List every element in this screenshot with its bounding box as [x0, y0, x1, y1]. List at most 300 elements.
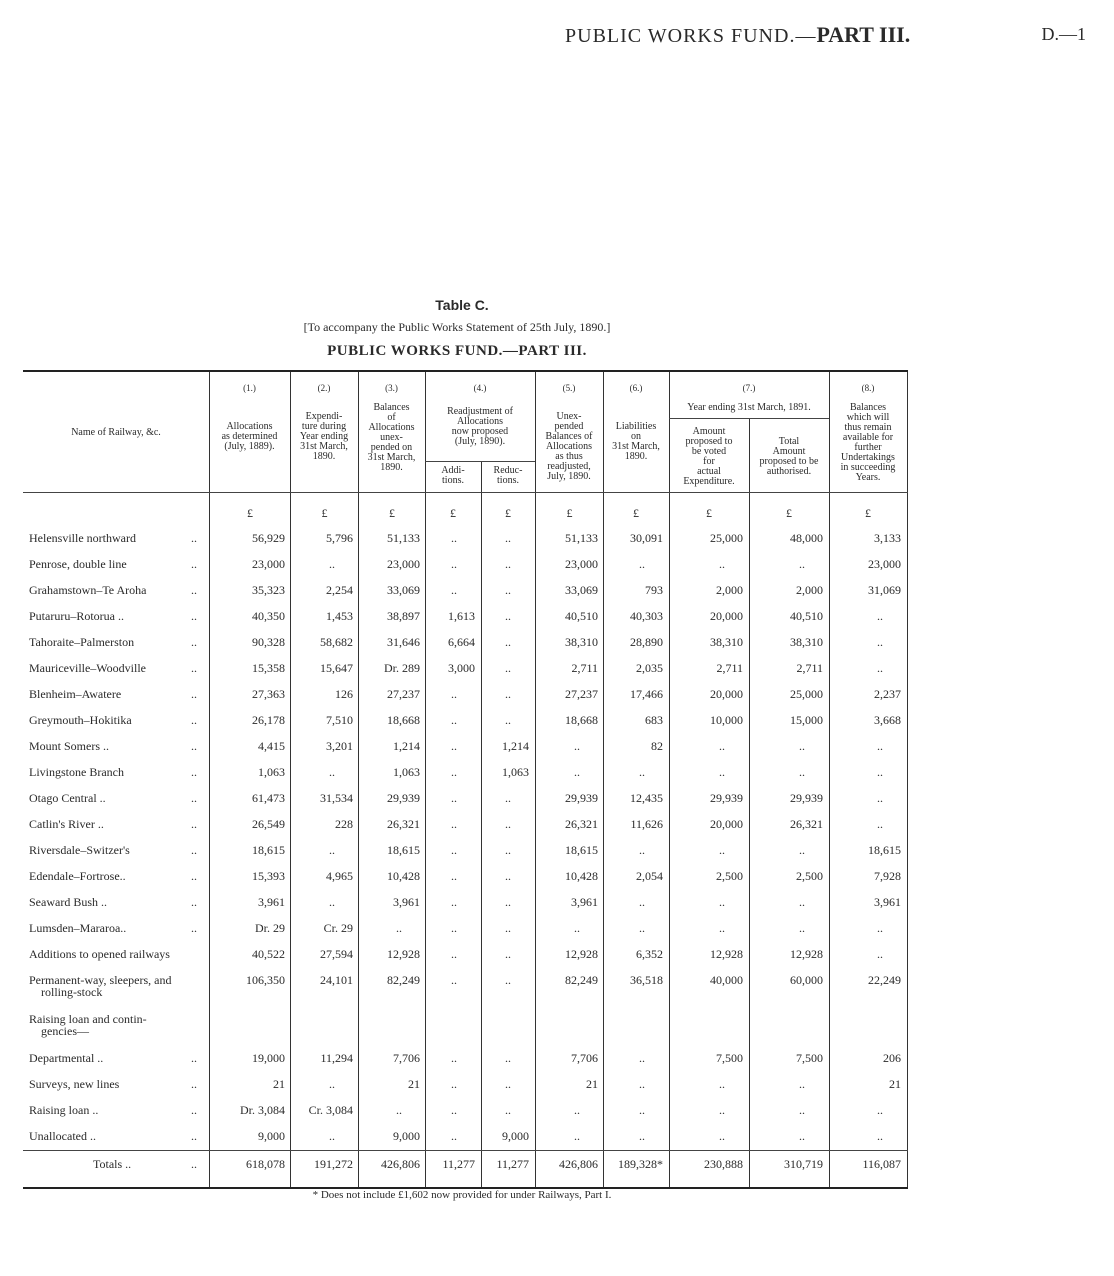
cell-value: 31,534 — [320, 791, 353, 805]
cell-value: .. — [719, 557, 725, 571]
cell-value: .. — [877, 791, 883, 805]
cell-value: .. — [451, 531, 457, 545]
col-header-total-authorised — [749, 437, 829, 477]
cell-value: .. — [451, 687, 457, 701]
cell-value: 2,237 — [874, 687, 901, 701]
header-line: which will — [846, 412, 890, 423]
header-line: as thus — [555, 451, 583, 462]
col-header-year-1891: Year ending 31st March, 1891. — [687, 402, 811, 413]
column-rule — [358, 372, 359, 1187]
cell-value: .. — [877, 947, 883, 961]
header-line: Reduc- — [493, 465, 523, 476]
cell-value: Dr. 29 — [255, 921, 285, 935]
col-header-allocations — [209, 422, 290, 452]
cell-value: .. — [505, 609, 511, 623]
cell-value: 7,510 — [326, 713, 353, 727]
cell-value: .. — [799, 1077, 805, 1091]
cell-value: 2,035 — [636, 661, 663, 675]
row-name: Unallocated .. — [29, 1129, 96, 1143]
cell-value: 2,711 — [716, 661, 743, 675]
allocations-table — [23, 370, 908, 1189]
cell-value: 20,000 — [710, 609, 743, 623]
cell-value: .. — [639, 765, 645, 779]
row-name: Riversdale–Switzer's — [29, 843, 130, 857]
header-line: Total — [778, 436, 800, 447]
cell-value: 23,000 — [387, 557, 420, 571]
total-value: 426,806 — [381, 1157, 420, 1171]
col-header-readjustment — [425, 407, 535, 447]
cell-value: .. — [719, 739, 725, 753]
cell-value: 15,000 — [790, 713, 823, 727]
column-rule — [907, 372, 908, 1187]
cell-value: .. — [505, 947, 511, 961]
cell-value: 40,522 — [252, 947, 285, 961]
cell-value: 51,133 — [387, 531, 420, 545]
row-name: Penrose, double line — [29, 557, 127, 571]
col-number: (1.) — [243, 383, 256, 393]
cell-value: 51,133 — [565, 531, 598, 545]
header-line: 31st March, — [612, 441, 660, 452]
leader-dots: .. — [191, 817, 197, 831]
header-line: tions. — [497, 475, 519, 486]
header-line: 31st March, — [300, 441, 348, 452]
cell-value: 38,310 — [710, 635, 743, 649]
cell-value: .. — [505, 817, 511, 831]
cell-value: 23,000 — [252, 557, 285, 571]
row-name: Tahoraite–Palmerston — [29, 635, 135, 649]
cell-value: 12,928 — [790, 947, 823, 961]
cell-value: .. — [799, 921, 805, 935]
leader-dots: .. — [191, 531, 197, 545]
cell-value: 23,000 — [565, 557, 598, 571]
header-line: be voted — [691, 446, 727, 457]
header-line: actual — [697, 466, 721, 477]
fund-title: PUBLIC WORKS FUND.—PART III. — [327, 343, 587, 359]
cell-value: 3,668 — [874, 713, 901, 727]
cell-value: .. — [505, 921, 511, 935]
row-name: Mauriceville–Woodville — [29, 661, 146, 675]
row-name-continued: gencies— — [41, 1024, 89, 1038]
cell-value: .. — [877, 817, 883, 831]
cell-value: 1,214 — [502, 739, 529, 753]
leader-dots: .. — [191, 557, 197, 571]
cell-value: .. — [329, 765, 335, 779]
col-number: (5.) — [562, 383, 576, 393]
subheader-rule — [669, 418, 829, 419]
column-rule — [749, 418, 750, 1187]
cell-value: 31,069 — [868, 583, 901, 597]
header-line: Readjustment of — [447, 406, 513, 417]
cell-value: 61,473 — [252, 791, 285, 805]
row-name: Helensville northward — [29, 531, 136, 545]
cell-value: 12,435 — [630, 791, 663, 805]
cell-value: .. — [799, 557, 805, 571]
cell-value: .. — [877, 765, 883, 779]
leader-dots: .. — [191, 921, 197, 935]
cell-value: .. — [451, 1077, 457, 1091]
cell-value: 106,350 — [246, 973, 285, 987]
row-name: Seaward Bush .. — [29, 895, 107, 909]
cell-value: .. — [505, 869, 511, 883]
header-line: 1890. — [380, 462, 403, 473]
row-name: Edendale–Fortrose.. — [29, 869, 126, 883]
cell-value: 2,000 — [716, 583, 743, 597]
header-line: Amount — [772, 446, 806, 457]
cell-value: .. — [505, 973, 511, 987]
col-header-reductions — [481, 466, 535, 486]
leader-dots: .. — [191, 583, 197, 597]
cell-value: 3,961 — [874, 895, 901, 909]
cell-value: .. — [799, 765, 805, 779]
column-rule — [425, 372, 426, 1187]
header-line: Balances of — [545, 431, 593, 442]
cell-value: .. — [639, 557, 645, 571]
header-line: 1890. — [312, 451, 336, 462]
cell-value: 40,510 — [790, 609, 823, 623]
header-line: Allocations — [226, 421, 273, 432]
leader-dots: .. — [191, 739, 197, 753]
total-value: 618,078 — [246, 1157, 285, 1171]
row-name: Surveys, new lines — [29, 1077, 120, 1091]
row-name: Livingstone Branch — [29, 765, 124, 779]
row-name: Grahamstown–Te Aroha — [29, 583, 147, 597]
cell-value: .. — [877, 661, 883, 675]
cell-value: 38,310 — [565, 635, 598, 649]
column-rule — [481, 462, 482, 1187]
leader-dots: .. — [191, 791, 197, 805]
header-line: pended on — [370, 442, 413, 453]
header-line: tions. — [442, 475, 464, 486]
column-rule — [535, 372, 536, 1187]
row-name: Otago Central .. — [29, 791, 106, 805]
cell-value: 60,000 — [790, 973, 823, 987]
leader-dots: .. — [191, 1157, 197, 1171]
cell-value: 36,518 — [630, 973, 663, 987]
cell-value: 6,352 — [636, 947, 663, 961]
cell-value: 5,796 — [326, 531, 353, 545]
cell-value: .. — [451, 869, 457, 883]
col-header-liabilities — [603, 422, 669, 462]
cell-value: .. — [639, 843, 645, 857]
cell-value: 11,294 — [320, 1051, 353, 1065]
cell-value: 30,091 — [630, 531, 663, 545]
cell-value: .. — [877, 739, 883, 753]
row-name: Departmental .. — [29, 1051, 104, 1065]
total-value: 426,806 — [559, 1157, 598, 1171]
cell-value: 28,890 — [630, 635, 663, 649]
cell-value: 12,928 — [710, 947, 743, 961]
header-line: further — [854, 442, 882, 453]
cell-value: .. — [639, 1129, 645, 1143]
row-name: Blenheim–Awatere — [29, 687, 122, 701]
cell-value: 12,928 — [565, 947, 598, 961]
leader-dots: .. — [191, 1051, 197, 1065]
cell-value: .. — [719, 765, 725, 779]
header-line: now proposed — [451, 426, 509, 437]
col-number: (3.) — [385, 383, 398, 393]
cell-value: .. — [799, 739, 805, 753]
cell-value: 25,000 — [710, 531, 743, 545]
cell-value: .. — [639, 1051, 645, 1065]
cell-value: .. — [719, 921, 725, 935]
row-name: Putaruru–Rotorua .. — [29, 609, 124, 623]
cell-value: 10,428 — [565, 869, 598, 883]
currency-symbol: £ — [566, 506, 573, 520]
cell-value: 29,939 — [387, 791, 420, 805]
col-number: (7.) — [742, 383, 756, 393]
cell-value: 4,965 — [326, 869, 353, 883]
currency-symbol: £ — [389, 506, 395, 520]
leader-dots: .. — [191, 1077, 197, 1091]
cell-value: .. — [329, 557, 335, 571]
header-line: Allocations — [456, 416, 504, 427]
col-header-name: Name of Railway, &c. — [71, 427, 161, 438]
header-line: unex- — [380, 432, 403, 443]
cell-value: 2,254 — [326, 583, 353, 597]
cell-value: 15,393 — [252, 869, 285, 883]
cell-value: 3,201 — [326, 739, 353, 753]
column-rule — [209, 372, 210, 1187]
cell-value: 3,961 — [571, 895, 598, 909]
header-line: 31st March, — [367, 452, 416, 463]
leader-dots: .. — [191, 609, 197, 623]
cell-value: 24,101 — [320, 973, 353, 987]
cell-value: 206 — [883, 1051, 901, 1065]
col-header-expenditure — [290, 412, 358, 462]
cell-value: .. — [451, 843, 457, 857]
cell-value: .. — [505, 583, 511, 597]
header-line: ture during — [301, 421, 347, 432]
cell-value: 27,237 — [387, 687, 420, 701]
leader-dots: .. — [191, 635, 197, 649]
cell-value: 1,453 — [326, 609, 353, 623]
header-line: Liabilities — [615, 421, 657, 432]
cell-value: .. — [505, 843, 511, 857]
cell-value: 21 — [273, 1077, 285, 1091]
total-value: 116,087 — [862, 1157, 901, 1171]
total-value: 310,719 — [784, 1157, 823, 1171]
cell-value: 29,939 — [710, 791, 743, 805]
row-name: Raising loan .. — [29, 1103, 99, 1117]
cell-value: 1,063 — [502, 765, 529, 779]
header-line: Undertakings — [841, 452, 895, 463]
header-line: thus remain — [844, 422, 892, 433]
leader-dots: .. — [191, 895, 197, 909]
col-header-balances — [358, 403, 425, 473]
cell-value: .. — [574, 1103, 580, 1117]
row-name: Raising loan and contin- — [29, 1012, 147, 1026]
cell-value: .. — [719, 843, 725, 857]
cell-value: 3,000 — [448, 661, 475, 675]
cell-value: .. — [451, 739, 457, 753]
cell-value: 82,249 — [565, 973, 598, 987]
cell-value: 23,000 — [868, 557, 901, 571]
leader-dots: .. — [191, 869, 197, 883]
cell-value: .. — [451, 583, 457, 597]
cell-value: .. — [799, 1103, 805, 1117]
cell-value: 82,249 — [387, 973, 420, 987]
cell-value: 7,500 — [716, 1051, 743, 1065]
cell-value: 40,303 — [630, 609, 663, 623]
cell-value: 26,321 — [790, 817, 823, 831]
cell-value: 18,615 — [252, 843, 285, 857]
currency-symbol: £ — [450, 506, 456, 520]
header-line: Balances — [373, 402, 410, 413]
cell-value: 40,000 — [710, 973, 743, 987]
header-line: Expenditure. — [683, 476, 735, 487]
cell-value: Cr. 3,084 — [308, 1103, 353, 1117]
cell-value: .. — [451, 1103, 457, 1117]
cell-value: .. — [505, 531, 511, 545]
cell-value: Dr. 289 — [384, 661, 420, 675]
header-line: Expendi- — [305, 411, 343, 422]
cell-value: 33,069 — [565, 583, 598, 597]
cell-value: .. — [799, 843, 805, 857]
cell-value: 26,549 — [252, 817, 285, 831]
cell-value: 9,000 — [258, 1129, 285, 1143]
cell-value: 21 — [889, 1077, 901, 1091]
cell-value: 7,500 — [796, 1051, 823, 1065]
cell-value: 90,328 — [252, 635, 285, 649]
cell-value: 26,321 — [387, 817, 420, 831]
cell-value: 1,063 — [393, 765, 420, 779]
currency-symbol: £ — [247, 506, 253, 520]
header-line: 1890. — [624, 451, 648, 462]
cell-value: .. — [329, 1129, 335, 1143]
page-reference: D.—1 — [1041, 24, 1086, 44]
cell-value: 7,928 — [874, 869, 901, 883]
cell-value: 2,500 — [796, 869, 823, 883]
cell-value: .. — [719, 1129, 725, 1143]
cell-value: 6,664 — [448, 635, 475, 649]
row-name-continued: rolling-stock — [41, 985, 103, 999]
cell-value: .. — [396, 921, 402, 935]
leader-dots: .. — [191, 713, 197, 727]
cell-value: .. — [396, 1103, 402, 1117]
header-line: Year ending — [299, 431, 349, 442]
leader-dots: .. — [191, 843, 197, 857]
cell-value: 11,626 — [630, 817, 663, 831]
cell-value: .. — [799, 895, 805, 909]
cell-value: .. — [329, 843, 335, 857]
cell-value: 18,615 — [565, 843, 598, 857]
table-title: Table C. — [435, 297, 489, 313]
cell-value: 18,615 — [387, 843, 420, 857]
cell-value: .. — [574, 765, 580, 779]
currency-symbol: £ — [706, 506, 712, 520]
cell-value: 17,466 — [630, 687, 663, 701]
header-line: proposed to be — [759, 456, 819, 467]
column-rule — [669, 372, 670, 1187]
cell-value: Cr. 29 — [323, 921, 353, 935]
cell-value: .. — [505, 557, 511, 571]
row-name: Additions to opened railways — [29, 947, 170, 961]
cell-value: .. — [719, 895, 725, 909]
header-line: in succeeding — [840, 462, 896, 473]
cell-value: 58,682 — [320, 635, 353, 649]
cell-value: .. — [451, 947, 457, 961]
cell-value: 10,428 — [387, 869, 420, 883]
total-value: 11,277 — [442, 1157, 475, 1171]
total-value: 191,272 — [314, 1157, 353, 1171]
running-header: PUBLIC WORKS FUND.—PART III. — [565, 22, 911, 47]
cell-value: .. — [505, 1077, 511, 1091]
header-line: as determined — [221, 431, 278, 442]
cell-value: .. — [451, 921, 457, 935]
header-line: (July, 1890). — [454, 436, 506, 447]
subheader-rule — [425, 461, 535, 462]
cell-value: 19,000 — [252, 1051, 285, 1065]
leader-dots: .. — [191, 1129, 197, 1143]
header-line: authorised. — [766, 466, 812, 477]
cell-value: .. — [639, 1077, 645, 1091]
cell-value: 2,000 — [796, 583, 823, 597]
column-rule — [290, 372, 291, 1187]
total-value: 11,277 — [496, 1157, 529, 1171]
cell-value: 3,961 — [393, 895, 420, 909]
cell-value: .. — [799, 1129, 805, 1143]
cell-value: 18,668 — [387, 713, 420, 727]
cell-value: 15,647 — [320, 661, 353, 675]
cell-value: 26,321 — [565, 817, 598, 831]
cell-value: .. — [451, 1129, 457, 1143]
currency-symbol: £ — [633, 506, 639, 520]
col-number: (8.) — [861, 383, 875, 393]
cell-value: .. — [574, 921, 580, 935]
cell-value: 12,928 — [387, 947, 420, 961]
currency-symbol: £ — [865, 506, 871, 520]
cell-value: 1,214 — [393, 739, 420, 753]
cell-value: 10,000 — [710, 713, 743, 727]
cell-value: .. — [574, 739, 580, 753]
cell-value: 38,897 — [387, 609, 420, 623]
cell-value: 38,310 — [790, 635, 823, 649]
cell-value: .. — [505, 713, 511, 727]
cell-value: .. — [329, 895, 335, 909]
cell-value: 7,706 — [571, 1051, 598, 1065]
cell-value: .. — [451, 791, 457, 805]
cell-value: Dr. 3,084 — [240, 1103, 285, 1117]
cell-value: 35,323 — [252, 583, 285, 597]
cell-value: 27,594 — [320, 947, 353, 961]
col-header-additions — [425, 466, 481, 486]
cell-value: .. — [505, 895, 511, 909]
table-subtitle: [To accompany the Public Works Statement of 25th July, 1890.] — [303, 320, 611, 334]
row-name: Catlin's River .. — [29, 817, 104, 831]
cell-value: .. — [639, 921, 645, 935]
cell-value: 4,415 — [258, 739, 285, 753]
cell-value: .. — [505, 1051, 511, 1065]
cell-value: .. — [877, 1129, 883, 1143]
cell-value: 1,613 — [448, 609, 475, 623]
cell-value: 20,000 — [710, 687, 743, 701]
header-line: Allocations — [368, 422, 415, 433]
total-value: 230,888 — [704, 1157, 743, 1171]
leader-dots: .. — [191, 1103, 197, 1117]
header-line: Allocations — [545, 441, 593, 452]
leader-dots: .. — [191, 687, 197, 701]
cell-value: 27,237 — [565, 687, 598, 701]
cell-value: 48,000 — [790, 531, 823, 545]
footnote: * Does not include £1,602 now provided for under Railways, Part I. — [312, 1189, 612, 1201]
header-line: for — [703, 456, 715, 467]
cell-value: 793 — [645, 583, 663, 597]
cell-value: 1,063 — [258, 765, 285, 779]
column-rule — [829, 372, 830, 1187]
cell-value: 20,000 — [710, 817, 743, 831]
header-line: Years. — [855, 472, 881, 483]
header-line: readjusted, — [547, 461, 591, 472]
